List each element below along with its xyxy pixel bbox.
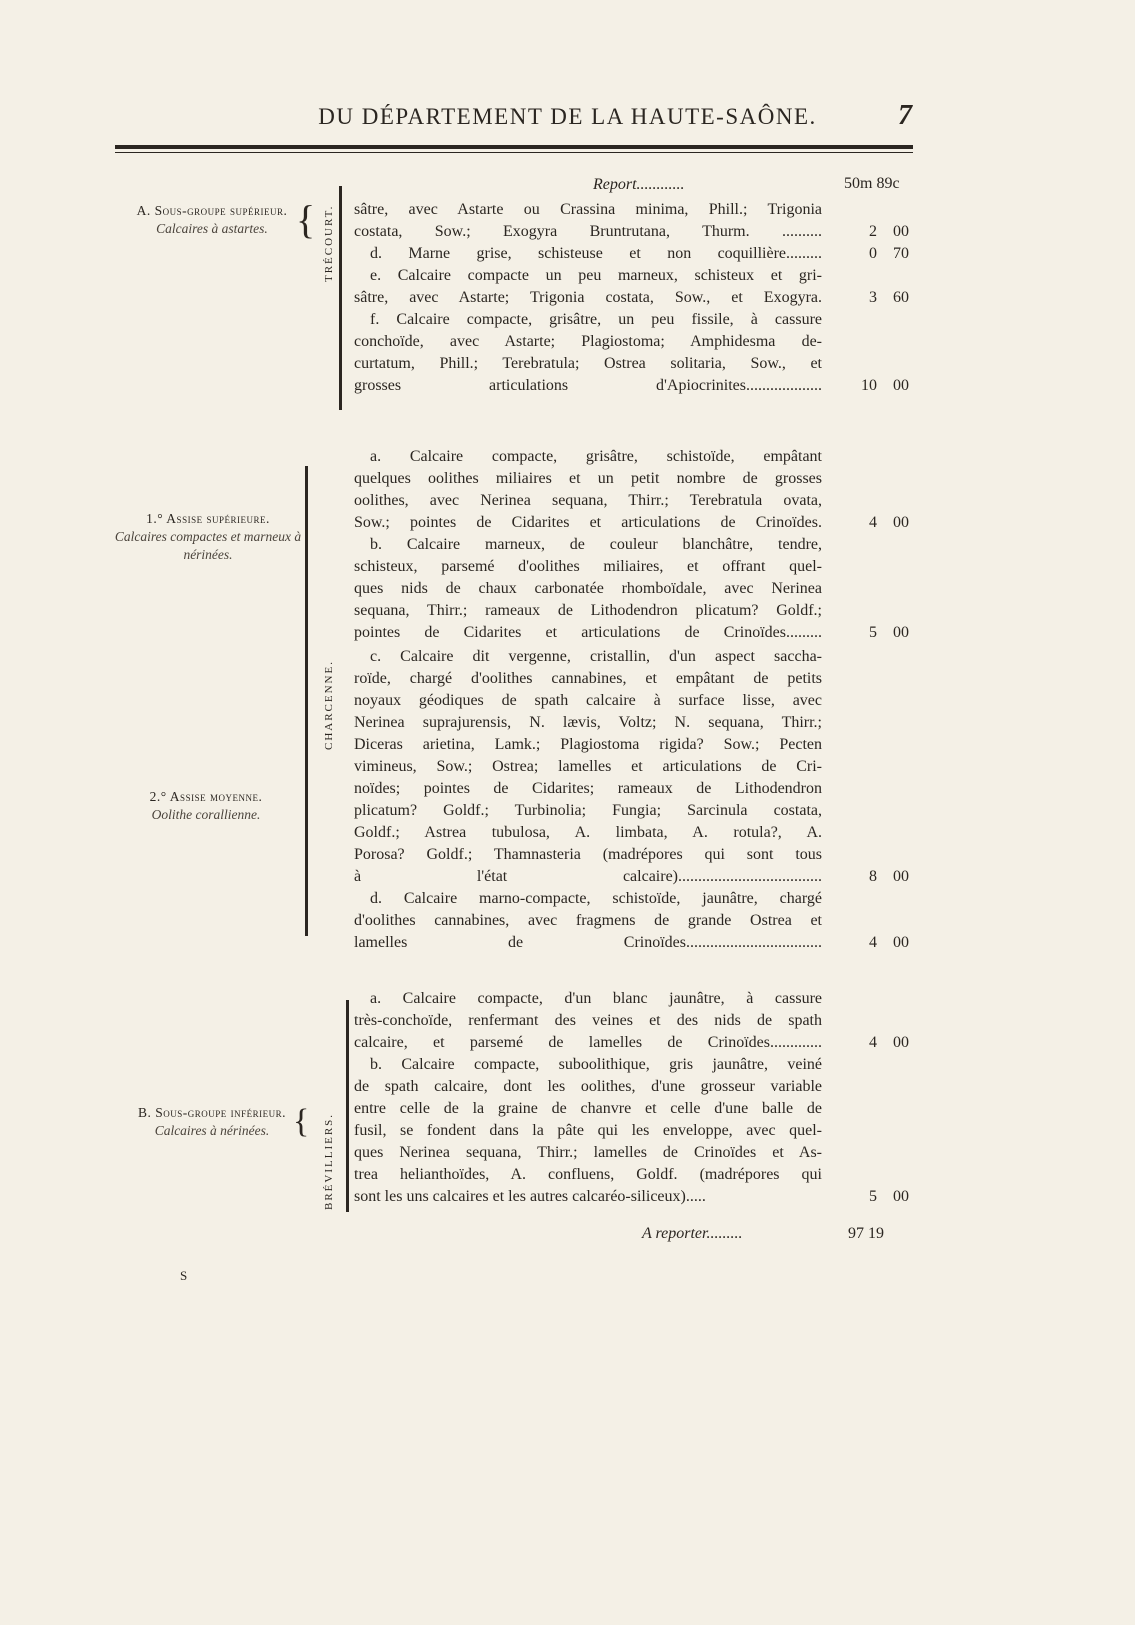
assise-1-label xyxy=(110,510,306,564)
text-line: fusil, se fondent dans la pâte qui les enveloppe, avec quel- xyxy=(354,1122,822,1139)
text-line: ques nids de chaux carbonatée rhomboïdale, avec Nerinea xyxy=(354,580,822,597)
text-line: de spath calcaire, dont les oolithes, d'une grosseur variable xyxy=(354,1078,822,1095)
text-line: trea helianthoïdes, A. confluens, Goldf. (madrépores qui xyxy=(354,1166,822,1183)
text-line: a. Calcaire compacte, grisâtre, schistoïde, empâtant xyxy=(370,448,822,465)
bar-charcenne xyxy=(305,466,308,936)
text-line: Goldf.; Astrea tubulosa, A. limbata, A. rotula?, A. xyxy=(354,824,822,841)
text-line: b. Calcaire marneux, de couleur blanchâtre, tendre, xyxy=(370,536,822,553)
text-line: c. Calcaire dit vergenne, cristallin, d'un aspect saccha- xyxy=(370,648,822,665)
text-line: grosses articulations d'Apiocrinites................... xyxy=(354,377,822,394)
thickness-value: 5 00 xyxy=(869,624,909,641)
text-line: vimineus, Sow.; Ostrea; lamelles et articulations de Cri- xyxy=(354,758,822,775)
text-line: e. Calcaire compacte un peu marneux, schisteux et gri- xyxy=(370,267,822,284)
text-line: pointes de Cidarites et articulations de Crinoïdes......... xyxy=(354,624,822,641)
text-line: Sow.; pointes de Cidarites et articulations de Crinoïdes. xyxy=(354,514,822,531)
text-line: calcaire, et parsemé de lamelles de Crinoïdes............. xyxy=(354,1034,822,1051)
locality-brevilliers: BRÉVILLIERS. xyxy=(323,1112,335,1210)
text-line: à l'état calcaire).................................... xyxy=(354,868,822,885)
thickness-value: 0 70 xyxy=(869,245,909,262)
header-rule-thick xyxy=(115,145,913,149)
thickness-value: 10 00 xyxy=(861,377,909,394)
text-line: roïde, chargé d'oolithes cannabines, et empâtant de petits xyxy=(354,670,822,687)
thickness-value: 2 00 xyxy=(869,223,909,240)
text-line: b. Calcaire compacte, suboolithique, gris jaunâtre, veiné xyxy=(370,1056,822,1073)
text-line: costata, Sow.; Exogyra Bruntrutana, Thurm. .......... xyxy=(354,223,822,240)
signature-mark: S xyxy=(180,1268,188,1283)
text-line: Porosa? Goldf.; Thamnasteria (madrépores qui sont tous xyxy=(354,846,822,863)
assise-2-subtitle: Oolithe corallienne. xyxy=(151,807,261,822)
subgroup-b-label xyxy=(112,1104,312,1140)
text-line: sequana, Thirr.; rameaux de Lithodendron plicatum? Goldf.; xyxy=(354,602,822,619)
text-line: curtatum, Phill.; Terebratula; Ostrea solitaria, Sow., et xyxy=(354,355,822,372)
running-head: DU DÉPARTEMENT DE LA HAUTE-SAÔNE. xyxy=(318,104,817,129)
page-number: 7 xyxy=(898,100,912,131)
text-line: d. Calcaire marno-compacte, schistoïde, jaunâtre, chargé xyxy=(370,890,822,907)
carry-forward-label: A reporter......... xyxy=(642,1225,743,1242)
brace-a: { xyxy=(296,197,316,242)
subgroup-b-title: B. Sous-groupe inférieur. xyxy=(137,1105,287,1120)
text-line: très-conchoïde, renfermant des veines et des nids de spath xyxy=(354,1012,822,1029)
text-line: sâtre, avec Astarte ou Crassina minima, Phill.; Trigonia xyxy=(354,201,822,218)
thickness-value: 5 00 xyxy=(869,1188,909,1205)
text-line: f. Calcaire compacte, grisâtre, un peu fissile, à cassure xyxy=(370,311,822,328)
text-line: sont les uns calcaires et les autres calcaréo-siliceux)..... xyxy=(354,1188,706,1205)
subgroup-a-title: A. Sous-groupe supérieur. xyxy=(136,203,288,218)
text-line: sâtre, avec Astarte; Trigonia costata, Sow., et Exogyra. xyxy=(354,289,822,306)
text-line: noïdes; pointes de Cidarites; rameaux de Lithodendron xyxy=(354,780,822,797)
locality-charcenne: CHARCENNE. xyxy=(323,660,335,750)
carry-forward-value: 97 19 xyxy=(848,1225,884,1242)
text-line: entre celle de la graine de chanvre et celle d'une balle de xyxy=(354,1100,822,1117)
text-line: quelques oolithes miliaires et un petit nombre de grosses xyxy=(354,470,822,487)
subgroup-a-subtitle: Calcaires à astartes. xyxy=(156,221,268,236)
text-line: d'oolithes cannabines, avec fragmens de grande Ostrea et xyxy=(354,912,822,929)
thickness-value: 4 00 xyxy=(869,1034,909,1051)
text-line: ques Nerinea sequana, Thirr.; lamelles de Crinoïdes et As- xyxy=(354,1144,822,1161)
text-line: d. Marne grise, schisteuse et non coquillière......... xyxy=(370,245,822,262)
brace-b: { xyxy=(293,1103,310,1140)
thickness-value: 8 00 xyxy=(869,868,909,885)
text-line: Nerinea suprajurensis, N. lævis, Voltz; N. sequana, Thirr.; xyxy=(354,714,822,731)
bar-trecourt xyxy=(339,186,342,410)
text-line: lamelles de Crinoïdes.................................. xyxy=(354,934,822,951)
bar-brevilliers xyxy=(346,1000,349,1212)
assise-1-subtitle: Calcaires compactes et marneux à nérinées. xyxy=(114,529,302,562)
report-value: 50m 89c xyxy=(844,175,900,192)
text-line: Diceras arietina, Lamk.; Plagiostoma rigida? Sow.; Pecten xyxy=(354,736,822,753)
assise-1-title: 1.° Assise supérieure. xyxy=(146,511,270,526)
thickness-value: 4 00 xyxy=(869,934,909,951)
text-line: oolithes, avec Nerinea sequana, Thirr.; Terebratula ovata, xyxy=(354,492,822,509)
assise-2-label xyxy=(110,788,302,824)
text-line: noyaux géodiques de spath calcaire à surface lisse, avec xyxy=(354,692,822,709)
report-label: Report............ xyxy=(593,176,685,193)
text-line: conchoïde, avec Astarte; Plagiostoma; Amphidesma de- xyxy=(354,333,822,350)
header-rule-thin xyxy=(115,152,913,153)
assise-2-title: 2.° Assise moyenne. xyxy=(149,789,263,804)
subgroup-a-label xyxy=(112,202,312,238)
locality-trecourt: TRÉCOURT. xyxy=(323,204,335,282)
thickness-value: 3 60 xyxy=(869,289,909,306)
text-line: a. Calcaire compacte, d'un blanc jaunâtre, à cassure xyxy=(370,990,822,1007)
text-line: schisteux, parsemé d'oolithes miliaires, et offrant quel- xyxy=(354,558,822,575)
text-line: plicatum? Goldf.; Turbinolia; Fungia; Sarcinula costata, xyxy=(354,802,822,819)
subgroup-b-subtitle: Calcaires à nérinées. xyxy=(154,1123,270,1138)
thickness-value: 4 00 xyxy=(869,514,909,531)
